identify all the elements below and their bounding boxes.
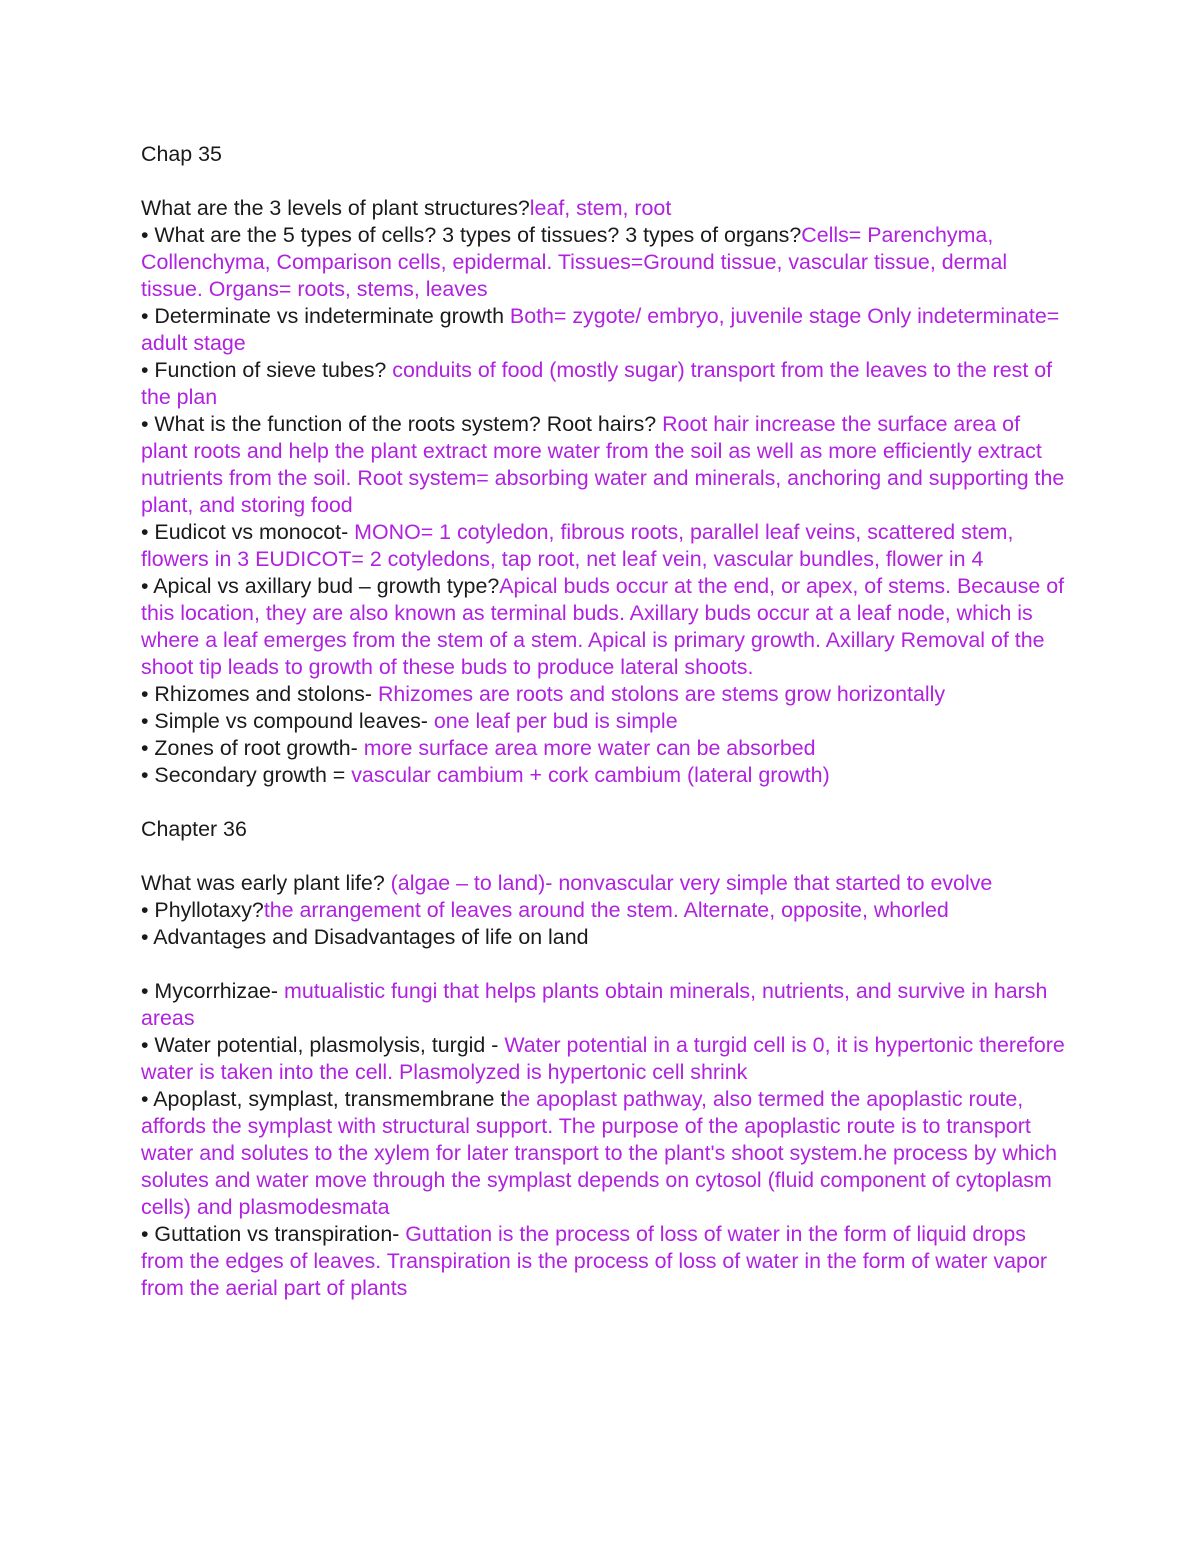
list-item: • Rhizomes and stolons- Rhizomes are roots and stolons are stems grow horizontally — [141, 682, 946, 706]
list-item: • Function of sieve tubes? conduits of food (mostly sugar) transport from the leaves to the rest of the plan — [141, 358, 1053, 409]
list-item: • Apoplast, symplast, transmembrane the apoplast pathway, also termed the apoplastic route, affords the symplast with structural support. The purpose of the apoplastic route is to transport water and solutes to the xylem for later transport to the plant's shoot system.he process by which solutes and water move through the symplast depends on cytosol (fluid component of cytoplasm cells) and plasmodesmata — [141, 1087, 1058, 1219]
list-item: • Water potential, plasmolysis, turgid - Water potential in a turgid cell is 0, it is hypertonic therefore water is taken into the cell. Plasmolyzed is hypertonic cell shrink — [141, 1033, 1065, 1084]
list-item: • What are the 5 types of cells? 3 types of tissues? 3 types of organs?Cells= Parenchyma, Collenchyma, Comparison cells, epidermal. Tissues=Ground tissue, vascular tissue, dermal tissue. Organs= roots, stems, leaves — [141, 223, 1008, 301]
chapter-35-heading: Chap 35 — [141, 142, 222, 166]
chapter-36-heading: Chapter 36 — [141, 817, 247, 841]
list-item: What was early plant life? (algae – to land)- nonvascular very simple that started to evolve — [141, 871, 993, 895]
section-spacer — [141, 789, 1071, 816]
list-item: • Phyllotaxy?the arrangement of leaves around the stem. Alternate, opposite, whorled — [141, 898, 949, 922]
paragraph-spacer — [141, 951, 1071, 978]
list-item: What are the 3 levels of plant structures?leaf, stem, root — [141, 196, 672, 220]
list-item: • Apical vs axillary bud – growth type?Apical buds occur at the end, or apex, of stems. Because of this location, they are also known as terminal buds. Axillary buds occur at a leaf node, which is where a leaf emerges from the stem of a stem. Apical is primary growth. Axillary Removal of the shoot tip leads to growth of these buds to produce lateral shoots. — [141, 574, 1065, 679]
list-item: • Mycorrhizae- mutualistic fungi that helps plants obtain minerals, nutrients, and survive in harsh areas — [141, 979, 1048, 1030]
document-page — [141, 141, 1071, 1302]
list-item: • What is the function of the roots system? Root hairs? Root hair increase the surface area of plant roots and help the plant extract more water from the soil as well as more efficiently extract nutrients from the soil. Root system= absorbing water and minerals, anchoring and supporting the plant, and storing food — [141, 412, 1065, 517]
list-item: • Simple vs compound leaves- one leaf per bud is simple — [141, 709, 678, 733]
list-item: • Determinate vs indeterminate growth Both= zygote/ embryo, juvenile stage Only indeterminate= adult stage — [141, 304, 1060, 355]
list-item: • Eudicot vs monocot- MONO= 1 cotyledon, fibrous roots, parallel leaf veins, scattered stem, flowers in 3 EUDICOT= 2 cotyledons, tap root, net leaf vein, vascular bundles, flower in 4 — [141, 520, 1014, 571]
list-item: • Guttation vs transpiration- Guttation is the process of loss of water in the form of liquid drops from the edges of leaves. Transpiration is the process of loss of water in the form of water vapor from the aerial part of plants — [141, 1222, 1047, 1300]
list-item: • Secondary growth = vascular cambium + cork cambium (lateral growth) — [141, 763, 830, 787]
list-item: • Zones of root growth- more surface area more water can be absorbed — [141, 736, 816, 760]
list-item: • Advantages and Disadvantages of life on land — [141, 925, 589, 949]
